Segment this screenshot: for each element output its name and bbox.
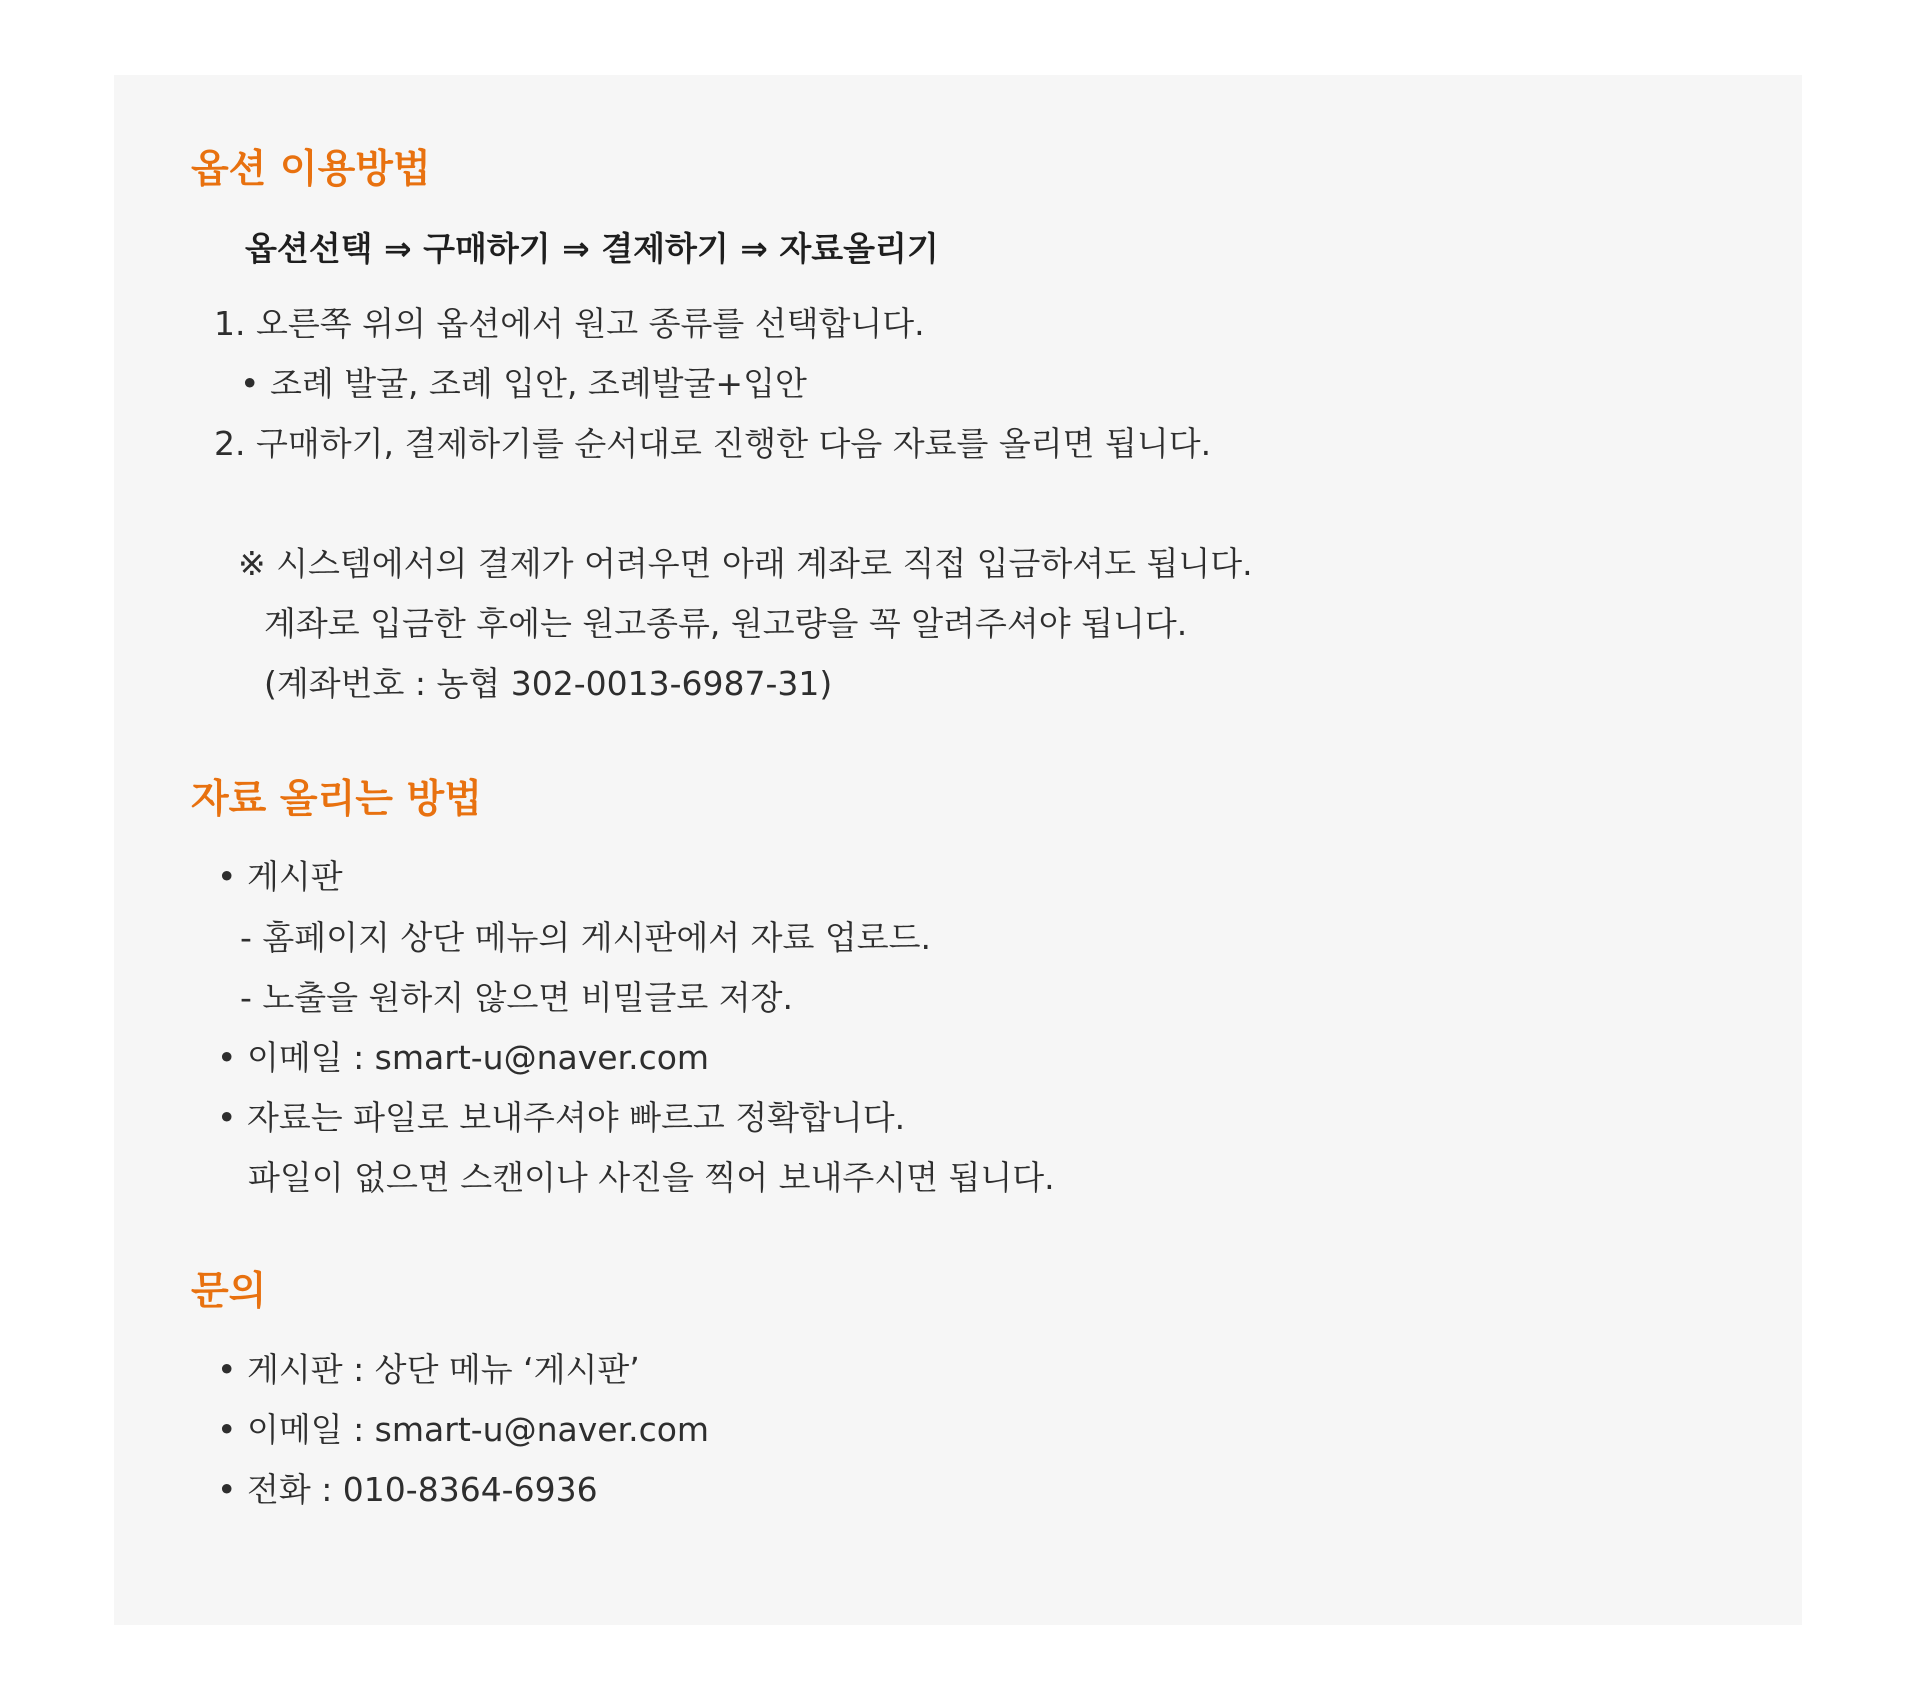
- upload-email: • 이메일 : smart-u@naver.com: [217, 1038, 710, 1077]
- upload-file-note: • 자료는 파일로 보내주셔야 빠르고 정확합니다.: [217, 1098, 906, 1137]
- payment-note-detail: 계좌로 입금한 후에는 원고종류, 원고량을 꼭 알려주셔야 됩니다.: [264, 604, 1188, 643]
- option-usage-heading: 옵션 이용방법: [191, 147, 431, 192]
- inquiry-heading: 문의: [191, 1269, 267, 1314]
- upload-board-instruction: - 홈페이지 상단 메뉴의 게시판에서 자료 업로드.: [240, 918, 932, 957]
- step-1-options: • 조례 발굴, 조례 입안, 조례발굴+입안: [240, 364, 807, 403]
- inquiry-board: • 게시판 : 상단 메뉴 ‘게시판’: [217, 1350, 640, 1389]
- bank-account: (계좌번호 : 농협 302-0013-6987-31): [264, 664, 833, 703]
- upload-board-secret: - 노출을 원하지 않으면 비밀글로 저장.: [240, 978, 794, 1017]
- inquiry-email: • 이메일 : smart-u@naver.com: [217, 1410, 710, 1449]
- step-1: 1. 오른쪽 위의 옵션에서 원고 종류를 선택합니다.: [214, 304, 925, 343]
- inquiry-phone: • 전화 : 010-8364-6936: [217, 1470, 598, 1509]
- upload-board: • 게시판: [217, 857, 343, 896]
- option-flow: 옵션선택 ⇒ 구매하기 ⇒ 결제하기 ⇒ 자료올리기: [245, 229, 939, 268]
- payment-note: ※ 시스템에서의 결제가 어려우면 아래 계좌로 직접 입금하셔도 됩니다.: [238, 544, 1253, 583]
- step-2: 2. 구매하기, 결제하기를 순서대로 진행한 다음 자료를 올리면 됩니다.: [214, 424, 1212, 463]
- upload-file-alternative: 파일이 없으면 스캔이나 사진을 찍어 보내주시면 됩니다.: [248, 1158, 1055, 1197]
- upload-method-heading: 자료 올리는 방법: [191, 777, 482, 822]
